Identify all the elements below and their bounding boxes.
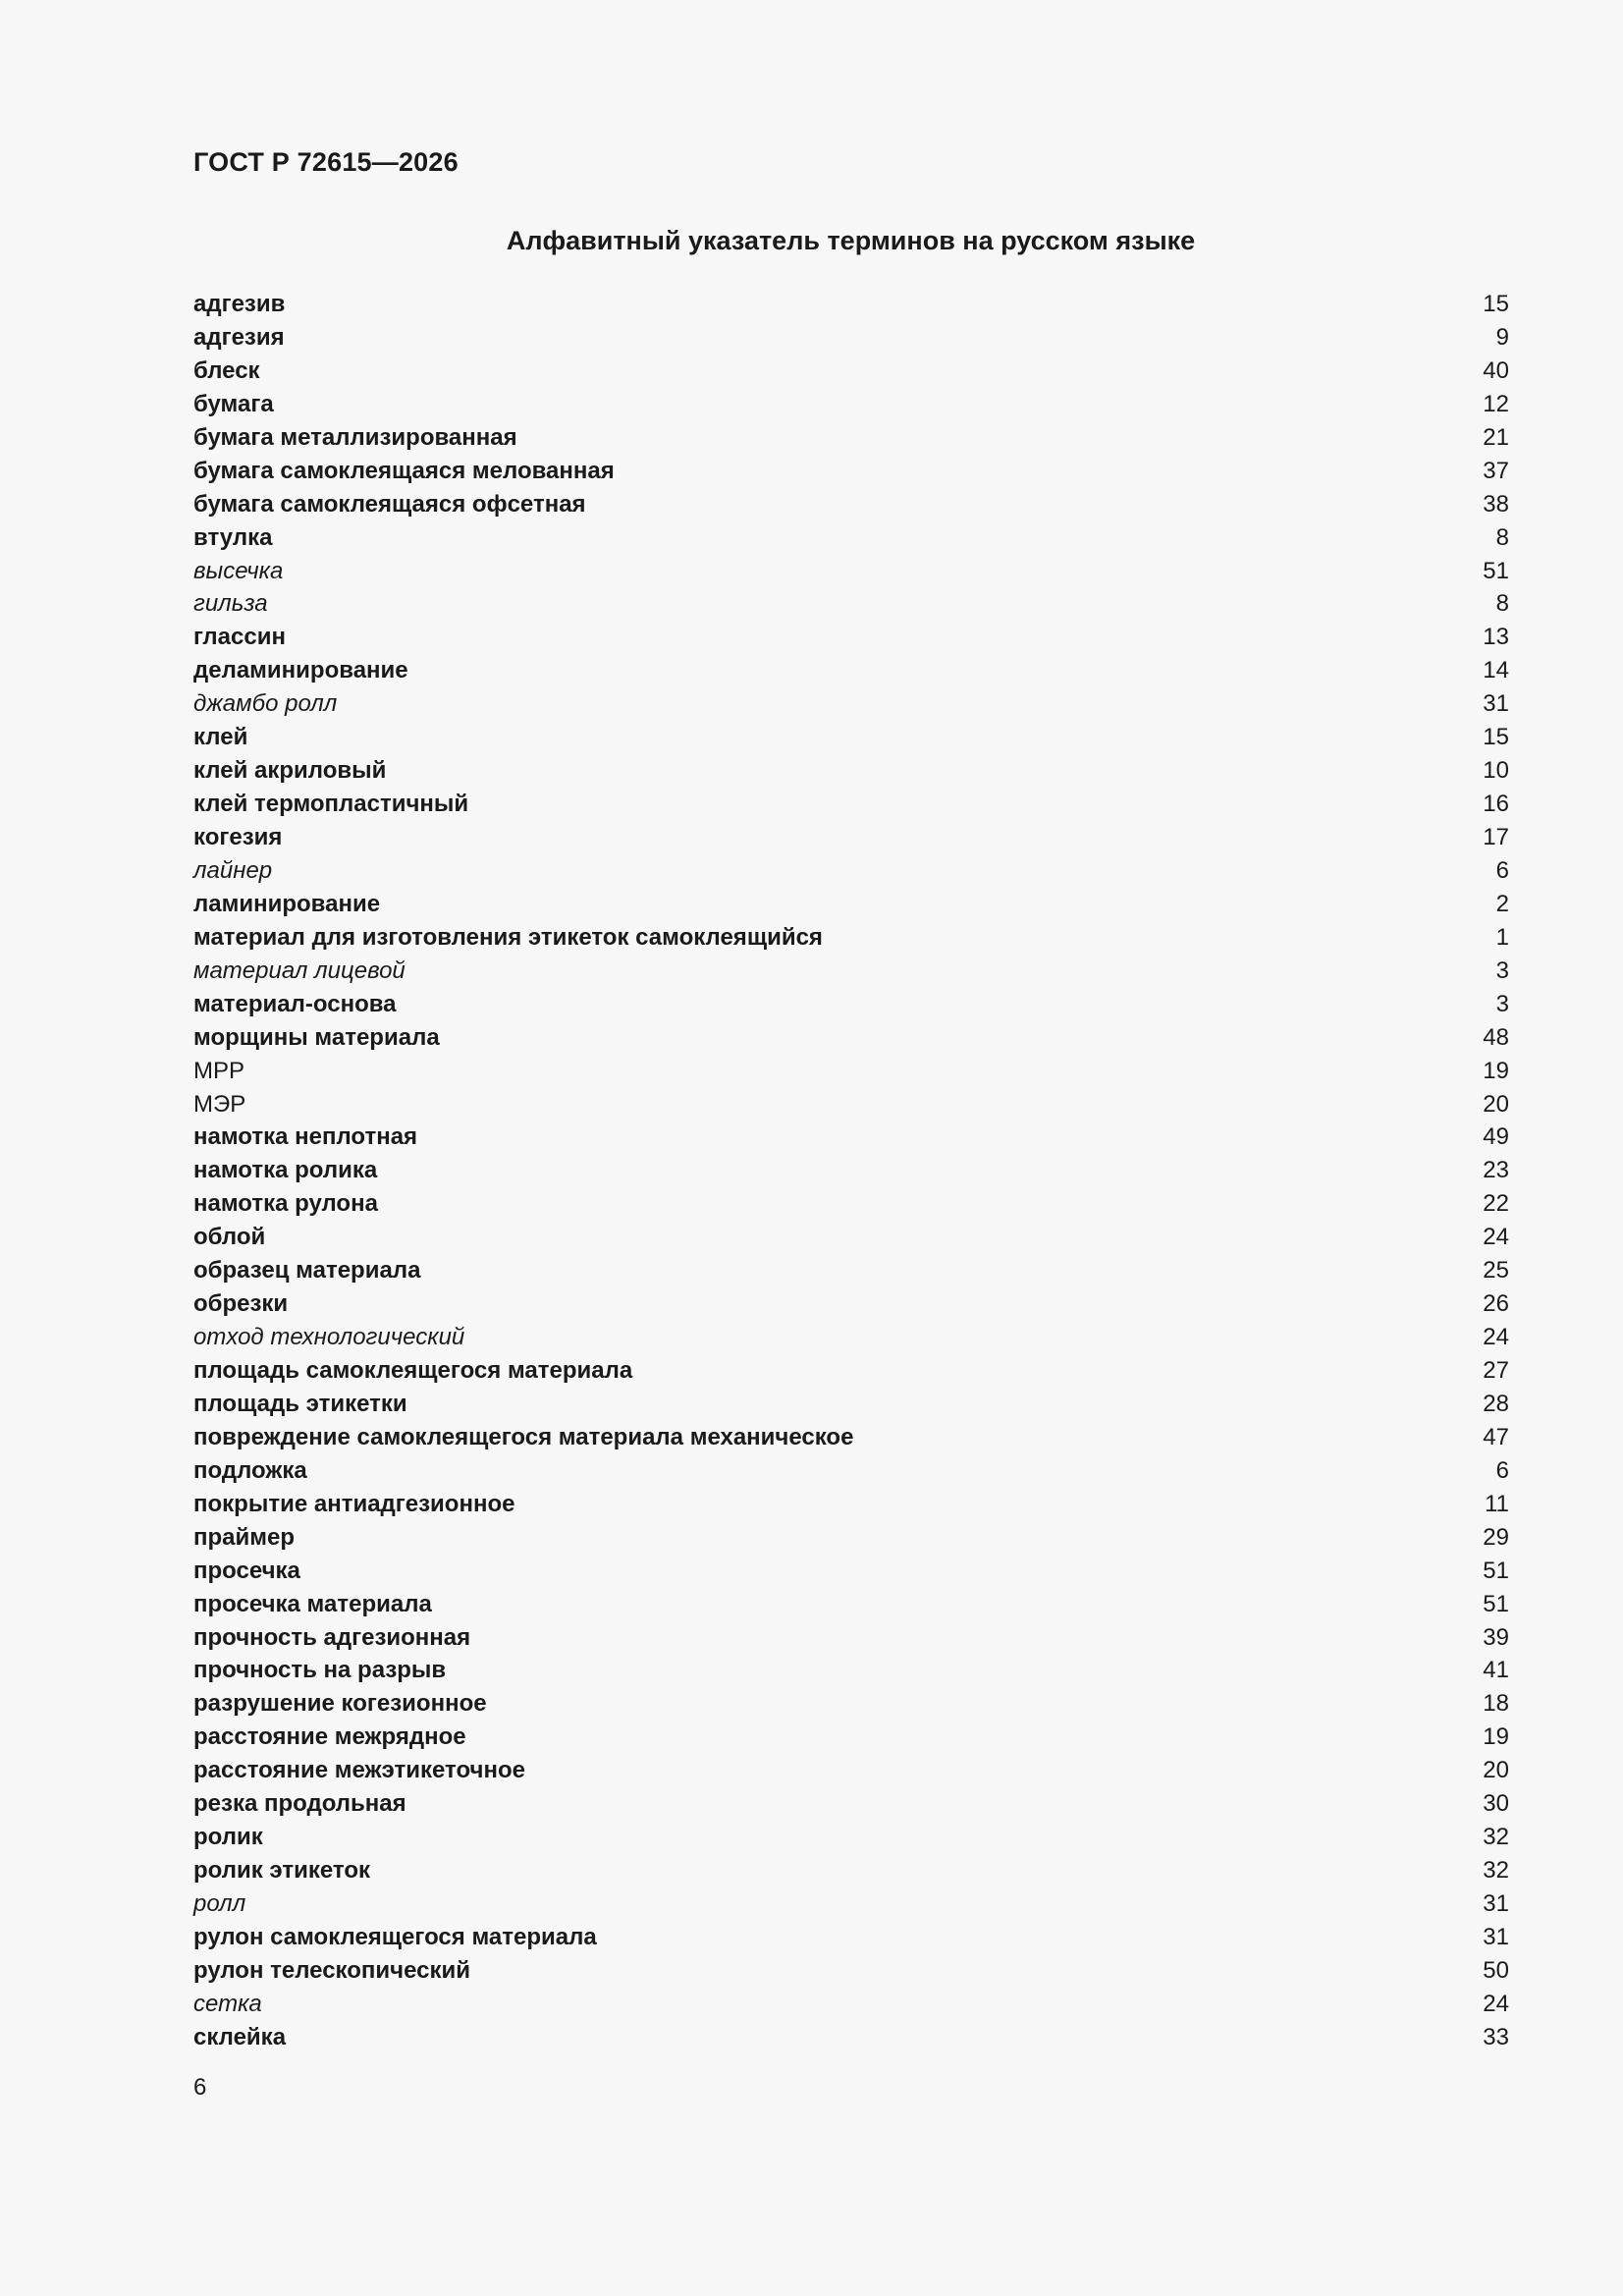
index-entry [193, 288, 1509, 321]
index-term: высечка [193, 557, 284, 584]
index-page-ref: 23 [1483, 1157, 1509, 1184]
index-entry [193, 687, 1509, 721]
index-page-ref: 31 [1483, 690, 1509, 718]
index-page-ref: 48 [1483, 1023, 1509, 1051]
page-number: 6 [193, 2074, 207, 2101]
index-page-ref: 19 [1483, 1723, 1509, 1751]
index-term: МРР [193, 1057, 245, 1084]
index-page-ref: 24 [1483, 1224, 1509, 1251]
index-term: джамбо ролл [193, 690, 338, 718]
index-term: намотка рулона [193, 1190, 378, 1218]
index-term: лайнер [193, 856, 273, 884]
index-page-ref: 21 [1483, 423, 1509, 451]
index-term: гильза [193, 590, 268, 618]
index-term: склейка [193, 2023, 287, 2050]
index-term: площадь самоклеящегося материала [193, 1357, 633, 1384]
index-entry [193, 1055, 1509, 1088]
index-entry [193, 654, 1509, 687]
index-page-ref: 49 [1483, 1123, 1509, 1151]
index-page-ref: 28 [1483, 1390, 1509, 1417]
index-title: Алфавитный указатель терминов на русском языке [506, 226, 1196, 255]
index-entry [193, 1988, 1509, 2021]
index-entry [193, 521, 1509, 555]
index-term: облой [193, 1224, 266, 1251]
index-entry [193, 1754, 1509, 1787]
index-page-ref: 6 [1495, 1456, 1509, 1484]
index-page-ref: 20 [1483, 1090, 1509, 1118]
index-term: ролл [193, 1890, 246, 1917]
index-entry [193, 388, 1509, 421]
index-term: праймер [193, 1523, 296, 1551]
index-page-ref: 51 [1483, 557, 1509, 584]
index-term: образец материала [193, 1257, 421, 1285]
index-entry [193, 1921, 1509, 1954]
index-term: адгезив [193, 291, 286, 317]
index-entry [193, 821, 1509, 854]
index-term: отход технологический [193, 1324, 465, 1351]
index-entry [193, 1787, 1509, 1821]
index-term: обрезки [193, 1290, 289, 1318]
index-page-ref: 12 [1483, 390, 1509, 417]
index-page-ref: 17 [1483, 824, 1509, 850]
index-page-ref: 50 [1483, 1956, 1509, 1984]
index-page-ref: 41 [1483, 1657, 1509, 1684]
index-entry [193, 1721, 1509, 1754]
index-term: разрушение когезионное [193, 1690, 487, 1718]
index-entry [193, 321, 1509, 355]
index-term: бумага самоклеящаяся мелованная [193, 457, 615, 484]
index-page-ref: 27 [1483, 1357, 1509, 1384]
index-entry [193, 754, 1509, 788]
index-term: морщины материала [193, 1023, 440, 1051]
index-term: прочность на разрыв [193, 1657, 447, 1684]
index-page-ref: 51 [1483, 1557, 1509, 1584]
index-term: площадь этикетки [193, 1390, 407, 1417]
index-term: бумага [193, 390, 274, 417]
index-entry [193, 1687, 1509, 1721]
index-entry [193, 1221, 1509, 1254]
index-page-ref: 14 [1483, 657, 1509, 684]
index-page-ref: 8 [1495, 590, 1509, 618]
document-header: ГОСТ Р 72615—2026 [193, 147, 459, 177]
index-page-ref: 10 [1483, 757, 1509, 785]
index-page-ref: 31 [1483, 1923, 1509, 1950]
index-entry [193, 1821, 1509, 1854]
index-entry [193, 921, 1509, 955]
index-page-ref: 19 [1483, 1057, 1509, 1084]
index-entry [193, 587, 1509, 621]
index-page-ref: 13 [1483, 624, 1509, 651]
index-term: когезия [193, 824, 283, 850]
index-term: МЭР [193, 1090, 246, 1118]
index-page-ref: 16 [1483, 791, 1509, 818]
index-entry [193, 2021, 1509, 2054]
index-page-ref: 38 [1483, 490, 1509, 518]
index-entry [193, 1621, 1509, 1655]
index-page-ref: 26 [1483, 1290, 1509, 1318]
index-term: намотка неплотная [193, 1123, 418, 1151]
index-page-ref: 2 [1495, 890, 1509, 917]
index-term: блеск [193, 356, 260, 384]
index-page-ref: 24 [1483, 1990, 1509, 2017]
index-term: рулон телескопический [193, 1956, 470, 1984]
term-index-list [193, 288, 1509, 2054]
index-term: деламинирование [193, 657, 408, 684]
index-term: повреждение самоклеящегося материала механическое [193, 1423, 854, 1450]
index-page-ref: 32 [1483, 1824, 1509, 1851]
index-term: ролик этикеток [193, 1857, 370, 1885]
index-term: материал для изготовления этикеток самоклеящийся [193, 923, 823, 951]
index-term: рулон самоклеящегося материала [193, 1923, 597, 1950]
index-term: адгезия [193, 323, 285, 351]
index-entry [193, 421, 1509, 455]
index-entry [193, 721, 1509, 754]
index-entry [193, 1088, 1509, 1121]
index-term: намотка ролика [193, 1157, 378, 1184]
index-page-ref: 25 [1483, 1257, 1509, 1285]
index-entry [193, 1021, 1509, 1055]
index-entry [193, 1354, 1509, 1388]
index-page-ref: 31 [1483, 1890, 1509, 1917]
index-entry [193, 955, 1509, 988]
index-term: просечка [193, 1557, 300, 1584]
index-page-ref: 8 [1495, 523, 1509, 551]
index-entry [193, 1321, 1509, 1354]
index-page-ref: 32 [1483, 1857, 1509, 1885]
index-page-ref: 20 [1483, 1757, 1509, 1784]
index-term: втулка [193, 523, 273, 551]
index-entry [193, 1654, 1509, 1687]
index-term: расстояние межрядное [193, 1723, 466, 1751]
index-page-ref: 39 [1483, 1623, 1509, 1651]
index-page-ref: 47 [1483, 1423, 1509, 1450]
index-term: материал-основа [193, 990, 397, 1017]
index-page-ref: 3 [1495, 957, 1509, 984]
index-entry [193, 621, 1509, 654]
index-term: материал лицевой [193, 957, 406, 984]
index-term: сетка [193, 1990, 262, 2017]
index-entry [193, 488, 1509, 521]
index-entry [193, 455, 1509, 488]
index-entry [193, 1854, 1509, 1887]
index-entry [193, 988, 1509, 1021]
index-term: расстояние межэтикеточное [193, 1757, 525, 1784]
index-entry [193, 1887, 1509, 1921]
index-term: просечка материала [193, 1590, 432, 1617]
index-term: клей акриловый [193, 757, 387, 785]
index-term: клей термопластичный [193, 791, 469, 818]
index-entry [193, 1421, 1509, 1454]
index-entry [193, 1521, 1509, 1555]
index-entry [193, 1254, 1509, 1287]
index-term: резка продольная [193, 1790, 406, 1818]
index-page-ref: 40 [1483, 356, 1509, 384]
index-page-ref: 51 [1483, 1590, 1509, 1617]
index-page-ref: 3 [1495, 990, 1509, 1017]
index-term: покрытие антиадгезионное [193, 1490, 515, 1517]
index-term: клей [193, 724, 248, 751]
index-term: ролик [193, 1824, 263, 1851]
index-page-ref: 1 [1495, 923, 1509, 951]
index-page-ref: 33 [1483, 2023, 1509, 2050]
index-page-ref: 29 [1483, 1523, 1509, 1551]
index-page-ref: 9 [1495, 323, 1509, 351]
index-term: бумага металлизированная [193, 423, 517, 451]
index-entry [193, 1388, 1509, 1421]
index-page-ref: 11 [1485, 1490, 1509, 1517]
index-term: подложка [193, 1456, 307, 1484]
index-entry [193, 1154, 1509, 1187]
index-page-ref: 30 [1483, 1790, 1509, 1818]
index-entry [193, 888, 1509, 921]
index-page-ref: 37 [1483, 457, 1509, 484]
index-page-ref: 15 [1483, 724, 1509, 751]
index-entry [193, 1454, 1509, 1488]
index-entry [193, 1187, 1509, 1221]
index-page-ref: 15 [1483, 291, 1509, 317]
index-entry [193, 1588, 1509, 1621]
index-entry [193, 1555, 1509, 1588]
index-entry [193, 355, 1509, 388]
index-entry [193, 1488, 1509, 1521]
index-entry [193, 854, 1509, 888]
index-term: прочность адгезионная [193, 1623, 471, 1651]
index-page-ref: 22 [1483, 1190, 1509, 1218]
index-page-ref: 24 [1483, 1324, 1509, 1351]
index-entry [193, 1954, 1509, 1988]
index-page-ref: 6 [1495, 856, 1509, 884]
index-term: ламинирование [193, 890, 381, 917]
index-entry [193, 788, 1509, 821]
index-entry [193, 555, 1509, 588]
index-page-ref: 18 [1483, 1690, 1509, 1718]
index-term: глассин [193, 624, 286, 651]
index-entry [193, 1121, 1509, 1154]
index-entry [193, 1287, 1509, 1321]
index-term: бумага самоклеящаяся офсетная [193, 490, 586, 518]
